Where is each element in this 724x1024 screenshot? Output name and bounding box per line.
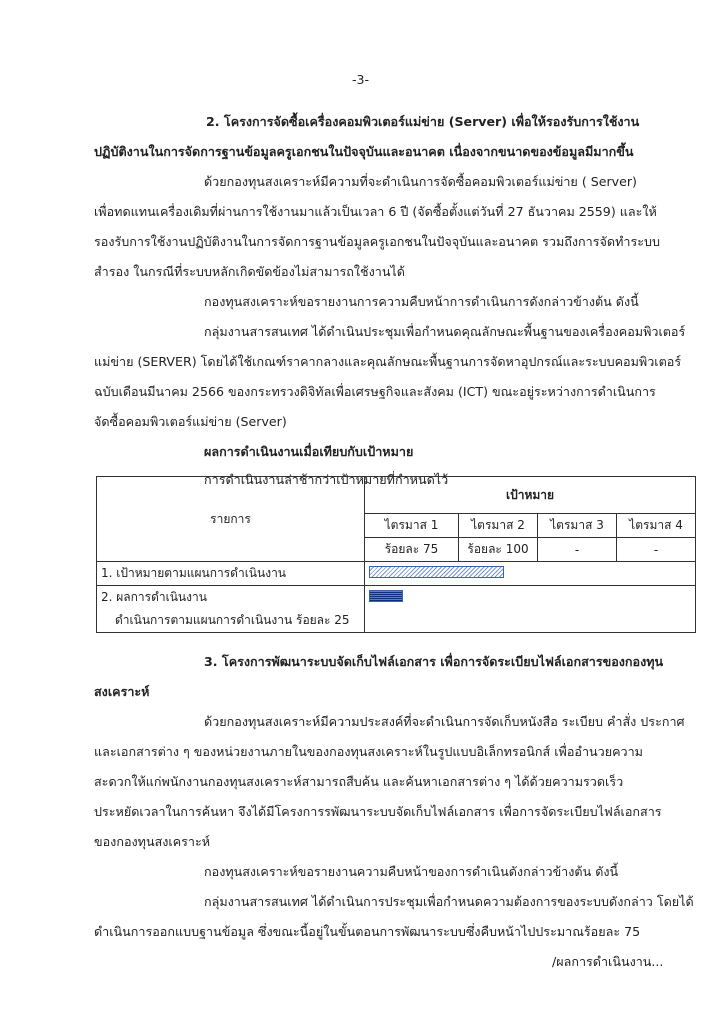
section2-para1-line: ด้วยกองทุนสงเคราะห์มีความที่จะดำเนินการจัดซื้อคอมพิวเตอร์แม่ข่าย ( Server) <box>204 174 637 189</box>
section2-heading-line1: 2. โครงการจัดซื้อเครื่องคอมพิวเตอร์แม่ข่าย (Server) เพื่อให้รองรับการใช้งาน <box>206 114 640 129</box>
continued-marker: /ผลการดำเนินงาน... <box>552 954 664 969</box>
actual-bar-cell <box>365 586 696 633</box>
quarter-target: - <box>617 538 696 562</box>
section2-para3-line: กลุ่มงานสารสนเทศ ได้ดำเนินประชุมเพื่อกำหนดคุณลักษณะพื้นฐานของเครื่องคอมพิวเตอร์ <box>204 324 686 339</box>
col-item-header: รายการ <box>97 477 365 562</box>
section3-heading-line2: สงเคราะห์ <box>94 684 150 699</box>
section3-para3-line: ดำเนินการออกแบบฐานข้อมูล ซึ่งขณะนี้อยู่ในขั้นตอนการพัฒนาระบบซึ่งคืบหน้าไปประมาณร้อยละ 75 <box>94 924 641 939</box>
section3-para1-line: ด้วยกองทุนสงเคราะห์มีความประสงค์ที่จะดำเนินการจัดเก็บหนังสือ ระเบียบ คำสั่ง ประกาศ <box>204 714 685 729</box>
plan-progress-bar <box>369 566 504 578</box>
section3-para2: กองทุนสงเคราะห์ขอรายงานความคืบหน้าของการดำเนินดังกล่าวข้างต้น ดังนี้ <box>204 864 619 879</box>
section3-para3-line: กลุ่มงานสารสนเทศ ได้ดำเนินการประชุมเพื่อกำหนดความต้องการของระบบดังกล่าว โดยได้ <box>204 894 694 909</box>
actual-progress-bar <box>369 590 403 602</box>
section2-para3-line: แม่ข่าย (SERVER) โดยได้ใช้เกณฑ์ราคากลางและคุณลักษณะพื้นฐานการจัดหาอุปกรณ์และระบบคอมพิวเตอร์ <box>94 354 682 369</box>
quarter-target: ร้อยละ 100 <box>459 538 538 562</box>
plan-bar-cell <box>365 562 696 586</box>
section3-heading-line1: 3. โครงการพัฒนาระบบจัดเก็บไฟล์เอกสาร เพื่อการจัดระเบียบไฟล์เอกสารของกองทุน <box>204 654 664 669</box>
result-heading: ผลการดำเนินงานเมื่อเทียบกับเป้าหมาย <box>204 444 414 459</box>
section3-para1-line: ประหยัดเวลาในการค้นหา จึงได้มีโครงการรพัฒนาระบบจัดเก็บไฟล์เอกสาร เพื่อการจัดระเบียบไฟล์เอกสาร <box>94 804 662 819</box>
section2-para1-line: สำรอง ในกรณีที่ระบบหลักเกิดขัดข้องไม่สามารถใช้งานได้ <box>94 264 405 279</box>
row-plan-label: 1. เป้าหมายตามแผนการดำเนินงาน <box>97 562 365 586</box>
quarter-header: ไตรมาส 3 <box>538 514 617 538</box>
section2-para1-line: รองรับการใช้งานปฏิบัติงานในการจัดการฐานข้อมูลครูเอกชนในปัจจุบันและอนาคต รวมถึงการจัดทำระบบ <box>94 234 660 249</box>
section2-para3-line: จัดซื้อคอมพิวเตอร์แม่ข่าย (Server) <box>94 414 287 429</box>
quarter-target: - <box>538 538 617 562</box>
section3-para1-line: สะดวกให้แก่พนักงานกองทุนสงเคราะห์สามารถสืบค้น และค้นหาเอกสารต่าง ๆ ได้ด้วยความรวดเร็ว <box>94 774 624 789</box>
row-result-label: 2. ผลการดำเนินงาน <box>97 586 365 610</box>
section2-para3-line: ฉบับเดือนมีนาคม 2566 ของกระทรวงดิจิทัลเพื่อเศรษฐกิจและสังคม (ICT) ขณะอยู่ระหว่างการดำเนินการ <box>94 384 656 399</box>
col-target-header: เป้าหมาย <box>365 477 696 514</box>
section2-heading-line2: ปฏิบัติงานในการจัดการฐานข้อมูลครูเอกชนในปัจจุบันและอนาคต เนื่องจากขนาดของข้อมูลมีมากขึ้น <box>94 144 634 159</box>
quarter-header: ไตรมาส 1 <box>365 514 459 538</box>
row-result-detail: ดำเนินการตามแผนการดำเนินงาน ร้อยละ 25 <box>97 609 365 633</box>
section3-para1-line: ของกองทุนสงเคราะห์ <box>94 834 211 849</box>
quarter-target: ร้อยละ 75 <box>365 538 459 562</box>
page-number: -3- <box>352 72 370 87</box>
goals-table <box>96 476 696 633</box>
quarter-header: ไตรมาส 2 <box>459 514 538 538</box>
section2-para1-line: เพื่อทดแทนเครื่องเดิมที่ผ่านการใช้งานมาแล้วเป็นเวลา 6 ปี (จัดซื้อตั้งแต่วันที่ 27 ธันวาคม 2559) และให้ <box>94 204 657 219</box>
section2-para2: กองทุนสงเคราะห์ขอรายงานการความคืบหน้าการดำเนินการดังกล่าวข้างต้น ดังนี้ <box>204 294 639 309</box>
quarter-header: ไตรมาส 4 <box>617 514 696 538</box>
section3-para1-line: และเอกสารต่าง ๆ ของหน่วยงานภายในของกองทุนสงเคราะห์ในรูปแบบอิเล็กทรอนิกส์ เพื่ออำนวยความ <box>94 744 643 759</box>
result-text: การดำเนินงานล่าช้ากว่าเป้าหมายที่กำหนดไว้ <box>204 472 449 487</box>
